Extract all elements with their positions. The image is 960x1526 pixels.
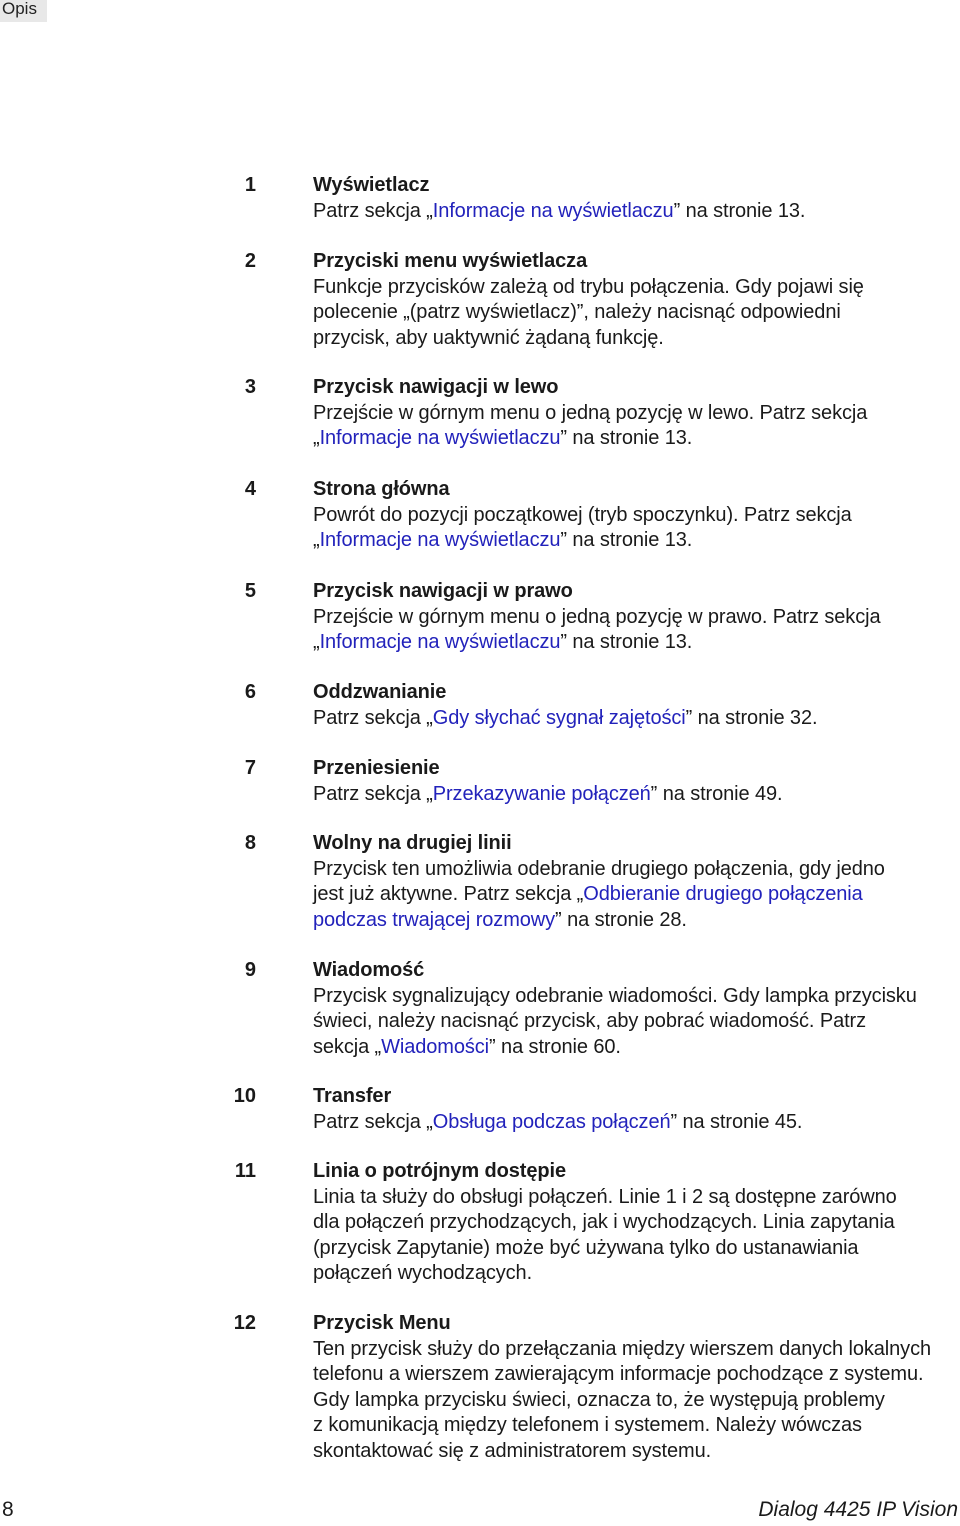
item-number: 3 (244, 376, 256, 398)
description-text: Patrz sekcja „ (313, 706, 433, 729)
item-description-line (313, 605, 958, 631)
cross-reference-link[interactable]: podczas trwającej rozmowy (313, 908, 556, 931)
item-description-line (313, 426, 958, 452)
description-text: ” na stronie 60. (489, 1035, 621, 1058)
item-content (313, 173, 958, 224)
item-content (313, 831, 958, 933)
item-title: Przycisk nawigacji w lewo (313, 376, 559, 398)
item-number: 2 (244, 250, 256, 272)
item-title: Wolny na drugiej linii (313, 832, 512, 854)
item-content (313, 477, 958, 554)
item-content (313, 1159, 958, 1287)
page-number: 8 (2, 1498, 14, 1521)
item-description-line (313, 1035, 958, 1061)
item-description-line (313, 1261, 958, 1287)
description-text: Powrót do pozycji początkowej (tryb spoczynku). Patrz sekcja (313, 503, 852, 526)
cross-reference-link[interactable]: Informacje na wyświetlaczu (319, 529, 561, 551)
description-text: ” na stronie 28. (555, 908, 687, 931)
item-number: 10 (233, 1085, 256, 1107)
description-text: „ (313, 631, 320, 653)
section-header: Opis (0, 0, 47, 22)
description-text: „ (313, 529, 320, 551)
item-description-line (313, 1337, 958, 1363)
description-text: Patrz sekcja „ (313, 199, 433, 222)
description-text: polecenie „(patrz wyświetlacz)”, należy nacisnąć odpowiedni (313, 301, 841, 323)
description-text: telefonu a wierszem zawierającym informacje pochodzące z systemu. (313, 1363, 924, 1385)
description-text: ” na stronie 32. (685, 706, 818, 729)
item-number: 8 (244, 832, 256, 854)
item-number: 12 (233, 1312, 256, 1334)
description-text: skontaktować się z administratorem systemu. (313, 1439, 712, 1462)
item-number: 9 (244, 959, 256, 981)
description-text: ” na stronie 45. (670, 1110, 803, 1133)
cross-reference-link[interactable]: Gdy słychać sygnał zajętości (432, 706, 686, 729)
description-text: Patrz sekcja „ (313, 782, 433, 805)
item-description-line (313, 528, 958, 554)
item-description-line (313, 1413, 958, 1439)
cross-reference-link[interactable]: Informacje na wyświetlaczu (319, 631, 561, 653)
item-title: Wiadomość (313, 959, 425, 981)
description-text: (przycisk Zapytanie) może być używana tylko do ustanawiania (313, 1236, 859, 1259)
cross-reference-link[interactable]: Informacje na wyświetlaczu (319, 427, 561, 449)
item-title: Przycisk Menu (313, 1312, 451, 1334)
description-text: przycisk, aby uaktywnić żądaną funkcję. (313, 326, 664, 349)
item-description-line (313, 908, 958, 934)
item-description-line (313, 275, 958, 301)
item-number: 4 (244, 478, 256, 500)
item-description-line (313, 199, 958, 225)
item-description-line (313, 1210, 958, 1236)
item-description-line (313, 1009, 958, 1035)
item-title: Przyciski menu wyświetlacza (313, 250, 588, 272)
item-title: Przycisk nawigacji w prawo (313, 580, 573, 602)
description-text: Przycisk ten umożliwia odebranie drugiego połączenia, gdy jedno (313, 857, 885, 880)
item-title: Przeniesienie (313, 757, 440, 779)
description-text: Funkcje przycisków zależą od trybu połączenia. Gdy pojawi się (313, 275, 864, 298)
item-description-line (313, 1110, 958, 1136)
item-description-line (313, 782, 958, 808)
description-text: Gdy lampka przycisku świeci, oznacza to, że występują problemy (313, 1388, 885, 1411)
item-description-line (313, 857, 958, 883)
description-text: „ (313, 427, 320, 449)
item-description-line (313, 300, 958, 326)
description-text: ” na stronie 13. (560, 427, 693, 449)
item-description-line (313, 1439, 958, 1465)
item-content (313, 375, 958, 452)
description-text: ” na stronie 13. (560, 529, 693, 551)
description-text: świeci, należy nacisnąć przycisk, aby pobrać wiadomość. Patrz (313, 1010, 867, 1032)
cross-reference-link[interactable]: Odbieranie drugiego połączenia (583, 883, 863, 905)
description-text: Linia ta służy do obsługi połączeń. Linie 1 i 2 są dostępne zarówno (313, 1185, 897, 1208)
item-number: 7 (244, 757, 256, 779)
description-text: Przejście w górnym menu o jedną pozycję w lewo. Patrz sekcja (313, 401, 868, 424)
item-title: Linia o potrójnym dostępie (313, 1160, 566, 1182)
description-text: jest już aktywne. Patrz sekcja „ (313, 883, 584, 905)
item-number: 6 (244, 681, 256, 703)
item-description-line (313, 1185, 958, 1211)
product-name: Dialog 4425 IP Vision (758, 1498, 958, 1521)
description-text: Patrz sekcja „ (313, 1110, 433, 1133)
description-text: Przejście w górnym menu o jedną pozycję w prawo. Patrz sekcja (313, 605, 881, 628)
item-title: Wyświetlacz (313, 174, 430, 196)
item-description-line (313, 630, 958, 656)
description-text: ” na stronie 13. (560, 631, 693, 653)
item-number: 1 (244, 174, 256, 196)
item-description-line (313, 401, 958, 427)
item-title: Oddzwanianie (313, 681, 447, 703)
item-description-line (313, 706, 958, 732)
item-description-line (313, 1388, 958, 1414)
item-description-line (313, 984, 958, 1010)
cross-reference-link[interactable]: Przekazywanie połączeń (432, 782, 651, 805)
item-content (313, 579, 958, 656)
item-content (313, 1311, 958, 1464)
item-description-line (313, 503, 958, 529)
item-description-line (313, 1362, 958, 1388)
item-title: Transfer (313, 1085, 392, 1107)
item-content (313, 958, 958, 1060)
item-title: Strona główna (313, 478, 450, 500)
description-text: dla połączeń przychodzących, jak i wychodzących. Linia zapytania (313, 1211, 895, 1233)
description-text: sekcja „ (313, 1035, 382, 1058)
description-text: połączeń wychodzących. (313, 1262, 533, 1284)
description-text: Przycisk sygnalizujący odebranie wiadomości. Gdy lampka przycisku (313, 984, 917, 1007)
description-text: z komunikacją między telefonem i systemem. Należy wówczas (313, 1414, 862, 1436)
description-text: Ten przycisk służy do przełączania między wierszem danych lokalnych (313, 1337, 931, 1360)
cross-reference-link[interactable]: Obsługa podczas połączeń (432, 1110, 671, 1133)
cross-reference-link[interactable]: Informacje na wyświetlaczu (432, 199, 674, 222)
item-description-line (313, 1236, 958, 1262)
item-content (313, 680, 958, 731)
item-number: 11 (234, 1160, 256, 1182)
item-content (313, 1084, 958, 1135)
item-content (313, 756, 958, 807)
item-description-line (313, 882, 958, 908)
cross-reference-link[interactable]: Wiadomości (381, 1035, 490, 1058)
description-text: ” na stronie 49. (650, 782, 783, 805)
description-text: ” na stronie 13. (673, 199, 806, 222)
item-number: 5 (244, 580, 256, 602)
item-content (313, 249, 958, 351)
item-description-line (313, 326, 958, 352)
